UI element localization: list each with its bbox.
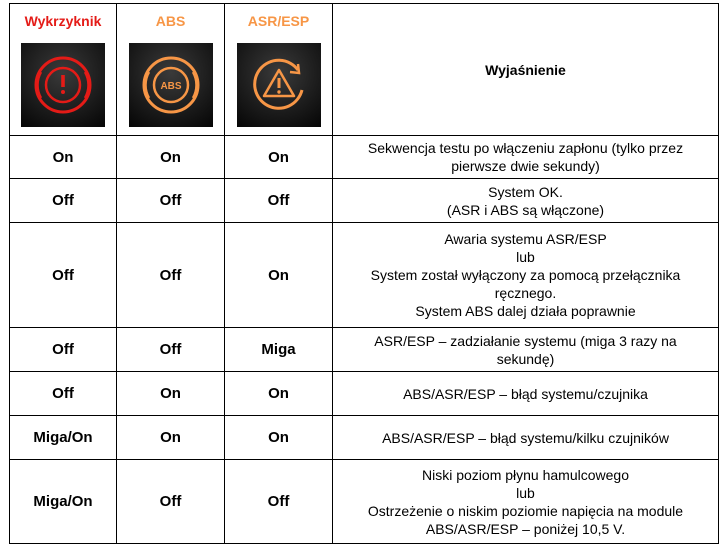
state-cell-warn: Off	[10, 179, 117, 223]
explanation-cell	[333, 179, 719, 223]
explanation-cell	[333, 223, 719, 328]
header-cell-asr	[225, 4, 333, 136]
state-cell-abs: Off	[117, 179, 225, 223]
column-title-abs: ABS	[155, 13, 186, 29]
state-cell-warn: Miga/On	[10, 416, 117, 460]
state-cell-asr: On	[225, 416, 333, 460]
state-cell-abs: Off	[117, 328, 225, 372]
state-cell-asr: Off	[225, 460, 333, 544]
explanation-line: lub	[516, 249, 535, 265]
state-cell-asr: Off	[225, 179, 333, 223]
state-cell-warn: Off	[10, 328, 117, 372]
state-cell-asr: On	[225, 372, 333, 416]
state-cell-asr: Miga	[225, 328, 333, 372]
abs-lamp-text: ABS	[159, 81, 182, 92]
abs-lamp-image	[129, 43, 213, 127]
warning-lamp-image	[21, 43, 105, 127]
explanation-cell	[333, 460, 719, 544]
explanation-line: ABS/ASR/ESP – błąd systemu/czujnika	[403, 385, 648, 402]
column-title-asr: ASR/ESP	[247, 13, 310, 29]
table-row	[10, 223, 719, 328]
header-cell-warn	[10, 4, 117, 136]
explanation-cell	[333, 328, 719, 372]
explanation-line: ABS/ASR/ESP – poniżej 10,5 V.	[425, 520, 626, 537]
state-cell-asr: On	[225, 223, 333, 328]
column-title-explanation: Wyjaśnienie	[485, 61, 566, 78]
asr-esp-warning-triangle-icon	[244, 50, 314, 120]
state-cell-abs: Off	[117, 223, 225, 328]
explanation-line: System został wyłączony za pomocą przełącznika	[370, 267, 681, 283]
state-cell-warn: Off	[10, 372, 117, 416]
explanation-cell	[333, 416, 719, 460]
table-row	[10, 179, 719, 223]
explanation-cell	[333, 372, 719, 416]
explanation-line: Awaria systemu ASR/ESP	[444, 231, 607, 247]
explanation-line: ASR/ESP – zadziałanie systemu (miga 3 razy na	[374, 332, 677, 349]
state-cell-abs: On	[117, 416, 225, 460]
state-cell-abs: Off	[117, 460, 225, 544]
explanation-line: (ASR i ABS są włączone)	[446, 201, 605, 218]
explanation-cell	[333, 136, 719, 179]
state-cell-abs: On	[117, 372, 225, 416]
table-row	[10, 372, 719, 416]
abs-lamp-icon	[136, 50, 206, 120]
column-title-warn: Wykrzyknik	[24, 13, 102, 29]
explanation-line: ręcznego.	[494, 285, 557, 301]
exclamation-warning-icon	[28, 50, 98, 120]
state-cell-warn: Miga/On	[10, 460, 117, 544]
explanation-line: System OK.	[488, 183, 563, 200]
explanation-line: System ABS dalej działa poprawnie	[415, 303, 636, 319]
state-cell-abs: On	[117, 136, 225, 179]
table-body	[10, 136, 719, 544]
explanation-line: sekundę)	[496, 350, 555, 367]
explanation-line: lub	[516, 484, 535, 501]
asr-lamp-image	[237, 43, 321, 127]
table-row	[10, 416, 719, 460]
explanation-line: Ostrzeżenie o niskim poziomie napięcia na module	[367, 502, 684, 519]
explanation-line: ABS/ASR/ESP – błąd systemu/kilku czujników	[382, 429, 669, 446]
explanation-line: Niski poziom płynu hamulcowego	[422, 466, 629, 483]
state-cell-warn: Off	[10, 223, 117, 328]
table-row	[10, 328, 719, 372]
header-row	[10, 4, 719, 136]
state-cell-asr: On	[225, 136, 333, 179]
header-cell-abs	[117, 4, 225, 136]
warning-lights-table	[9, 3, 719, 544]
header-cell-explanation	[333, 4, 719, 136]
explanation-line: pierwsze dwie sekundy)	[451, 158, 600, 174]
table-row	[10, 460, 719, 544]
table-row	[10, 136, 719, 179]
explanation-line: Sekwencja testu po włączeniu zapłonu (tylko przez	[367, 140, 684, 156]
state-cell-warn: On	[10, 136, 117, 179]
